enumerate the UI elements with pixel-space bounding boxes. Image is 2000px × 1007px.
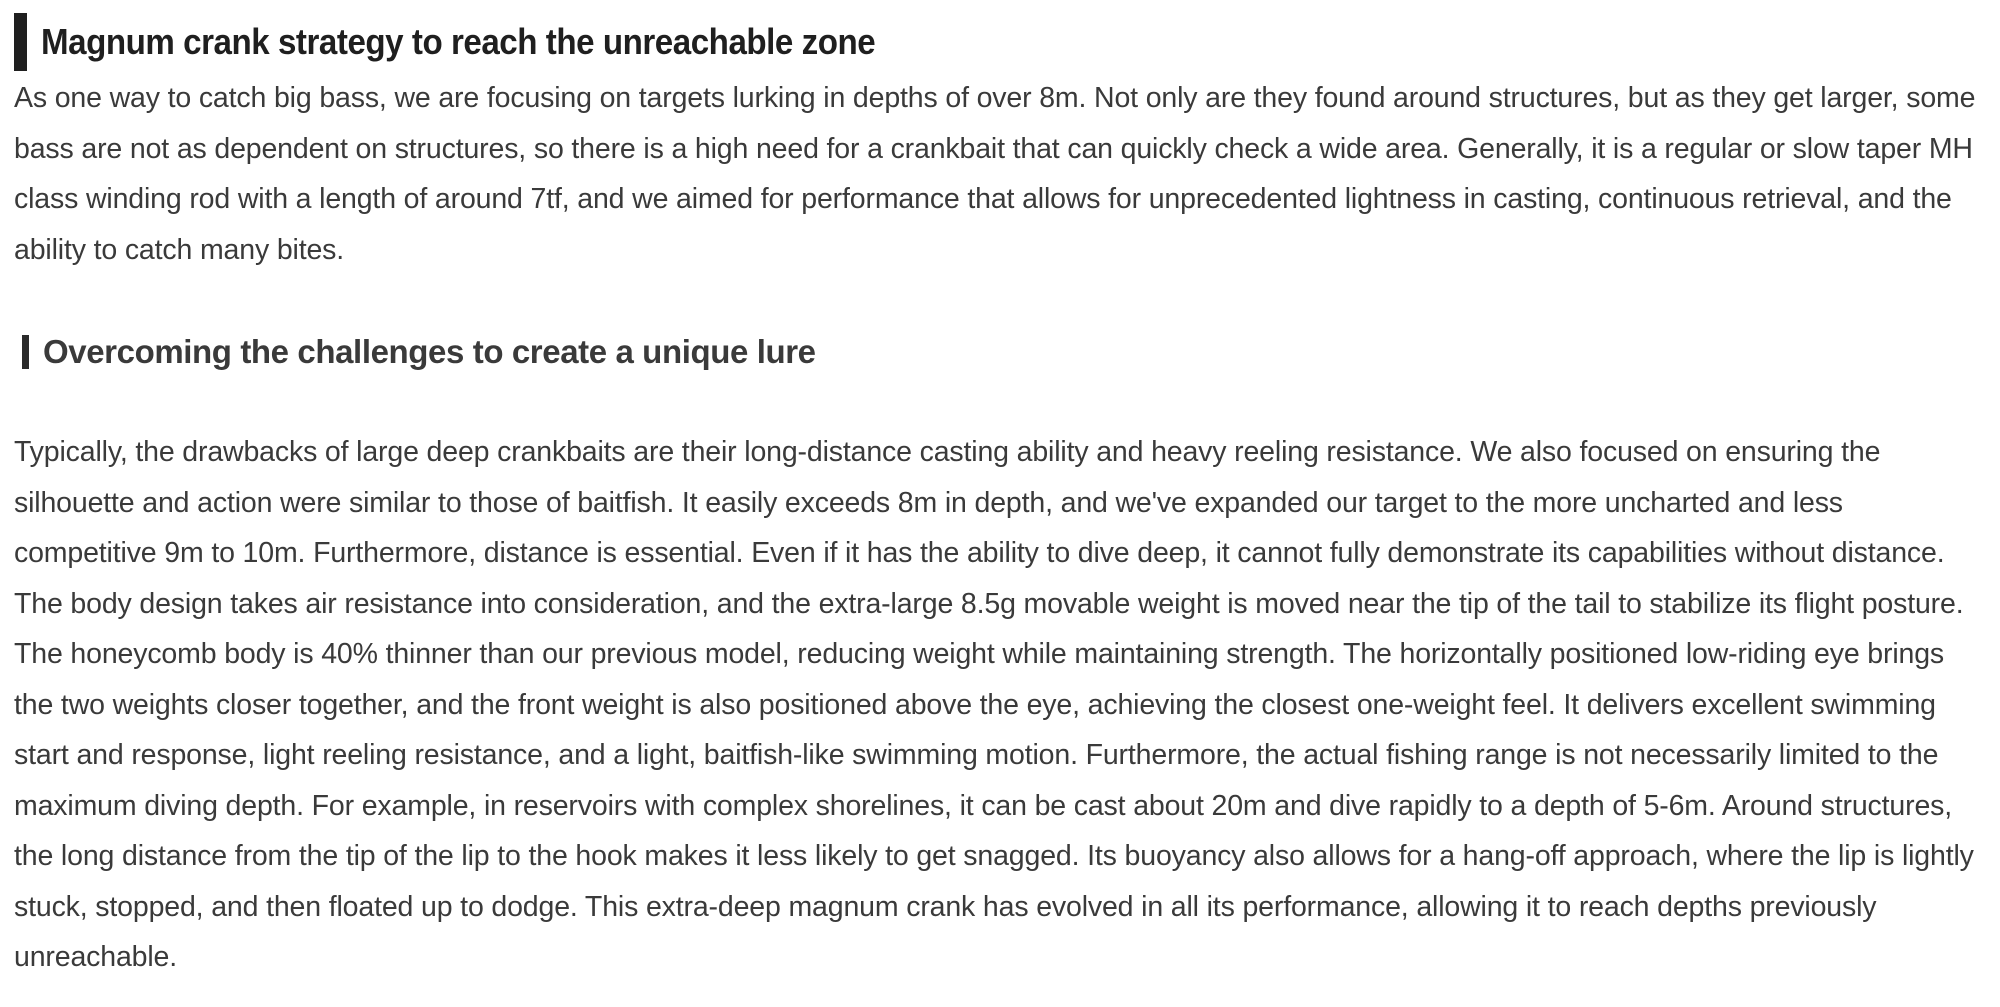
heading-accent-bar — [22, 335, 29, 369]
section-title: Magnum crank strategy to reach the unreachable zone — [41, 21, 876, 62]
section-heading-challenges — [22, 328, 816, 376]
section-heading-magnum-crank — [14, 12, 948, 72]
heading-accent-bar — [14, 13, 27, 71]
section-body-text: As one way to catch big bass, we are focusing on targets lurking in depths of over 8m. Not only are they found around structures, but as they get larger, some bass are not as dependent on structures, so there is a high need for a crankbait that can quickly check a wide area. Generally, it is a regular or slow taper MH class winding rod with a length of around 7tf, and we aimed for performance that allows for unprecedented lightness in casting, continuous retrieval, and the ability to catch many bites. — [14, 82, 1976, 266]
section-body-text: Typically, the drawbacks of large deep crankbaits are their long-distance casting ability and heavy reeling resistance. We also focused on ensuring the silhouette and action were similar to those of baitfish. It easily exceeds 8m in depth, and we've expanded our target to the more uncharted and less competitive 9m to 10m. Furthermore, distance is essential. Even if it has the ability to dive deep, it cannot fully demonstrate its capabilities without distance. The body design takes air resistance into consideration, and the extra-large 8.5g movable weight is moved near the tip of the tail to stabilize its flight posture. The honeycomb body is 40% thinner than our previous model, reducing weight while maintaining strength. The horizontally positioned low-riding eye brings the two weights closer together, and the front weight is also positioned above the eye, achieving the closest one-weight feel. It delivers excellent swimming start and response, light reeling resistance, and a light, baitfish-like swimming motion. Furthermore, the actual fishing range is not necessarily limited to the maximum diving depth. For example, in reservoirs with complex shorelines, it can be cast about 20m and dive rapidly to a depth of 5-6m. Around structures, the long distance from the tip of the lip to the hook makes it less likely to get snagged. Its buoyancy also allows for a hang-off approach, where the lip is lightly stuck, stopped, and then floated up to dodge. This extra-deep magnum crank has evolved in all its performance, allowing it to reach depths previously unreachable. — [14, 436, 1974, 973]
section-title: Overcoming the challenges to create a unique lure — [43, 333, 816, 370]
